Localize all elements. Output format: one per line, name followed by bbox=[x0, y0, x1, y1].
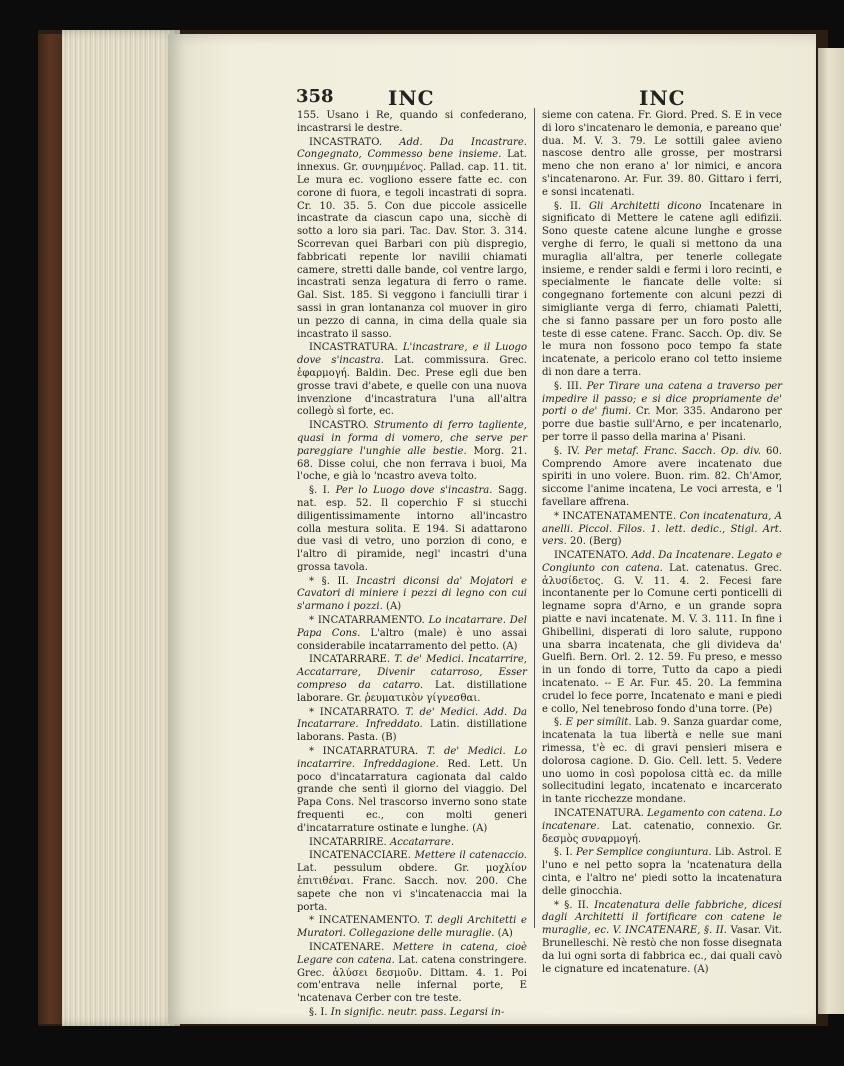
entry-definition: Lo incatarrare. Del Papa Cons. bbox=[297, 615, 528, 639]
entry-definition: Per lo Luogo dove s'incastra. bbox=[335, 485, 493, 497]
entry-text: 60. Comprendo Amore avere incatenato due spiriti in uno volere. Buon. rim. 82. Ch'Amor, siccome l'anime incatena, Le voci arresta, e 'l favellare affrena. bbox=[542, 445, 782, 508]
entry-text: (A) bbox=[386, 601, 402, 613]
dictionary-entry bbox=[297, 915, 527, 941]
entry-definition: T. de' Medici. Incatarrire, Accatarrare, Divenir catarroso, Esser compreso da catarro. bbox=[297, 654, 527, 692]
entry-text: sieme con catena. Fr. Giord. Pred. S. E in vece di loro s'incatenaro le demonia, e pareano que' dua. M. V. 3. 79. Le sottili galee avieno nascose dentro alle grosse, per mostrarsi meno che non erano a' lor nimici, e ancora s'incatenarono. Ar. Fur. 39. 80. Gittaro i ferri, e sonsi incatenati. bbox=[542, 110, 782, 198]
dictionary-entry bbox=[542, 381, 782, 445]
entry-headword: * INCATENAMENTO. bbox=[309, 915, 420, 927]
entry-headword: INCASTRATURA. bbox=[309, 342, 398, 354]
entry-headword: INCATARRARE. bbox=[309, 654, 391, 666]
entry-text: Lib. Astrol. E l'uno e nel petto sopra la 'ncatenatura della cinta, e l'altro ne' piedi sotto la incatenatura delle ginocchia. bbox=[542, 847, 782, 897]
page-number: 358 bbox=[296, 86, 334, 107]
entry-headword: * INCATARRATURA. bbox=[309, 746, 419, 758]
entry-definition: T. de' Medici. Lo incatarrire. Infreddagione. bbox=[297, 746, 527, 770]
entry-headword: §. II. bbox=[554, 200, 582, 212]
dictionary-entry bbox=[297, 707, 527, 745]
entry-text: Lat. catena constringere. Grec. ἁλύσει δεσμοῦν. Dittam. 4. 1. Poi com'entrava nelle infernal porte, E 'ncatenava Cerber con tre teste. bbox=[297, 954, 527, 1005]
dictionary-entry bbox=[542, 201, 782, 380]
entry-definition: T. de' Medici. Add. Da Incatarrare. Infreddato. bbox=[297, 706, 527, 731]
entry-definition: Add. Da Incatenare. Legato e Congiunto con catena. bbox=[542, 550, 782, 574]
entry-text: Lat. pessulum obdere. Gr. μοχλίον ἐπιτιθέναι. Franc. Sacch. nov. 200. Che sapete che non vi s'incatenaccia mai la porta. bbox=[297, 863, 527, 913]
entry-headword: INCASTRATO. bbox=[309, 136, 383, 148]
dictionary-entry bbox=[297, 942, 527, 1006]
entry-definition: Mettere in catena, cioè Legare con catena. bbox=[297, 942, 527, 966]
entry-definition: Per Semplice congiuntura. bbox=[575, 847, 712, 859]
entry-definition: Add. Da Incastrare. Congegnato, Commesso bene insieme. bbox=[297, 136, 527, 161]
dictionary-entry bbox=[297, 654, 527, 705]
entry-text: L'altro (male) è uno assai considerabile incatarramento del petto. (A) bbox=[297, 627, 527, 652]
right-column bbox=[542, 110, 782, 977]
entry-headword: §. I. bbox=[309, 1006, 328, 1018]
entry-text: Lab. 9. Sanza guardar come, incatenata la tua libertà e nelle sue mani rimessa, t'è ec. di gravi pensieri misera e dolorosa cagione. D. Gio. Cell. lett. 5. Vedere uno uomo in così popolosa città ec. da mille sollecitudini legato, incatenato e incarcerato in tante ricchezze mondane. bbox=[542, 717, 782, 806]
entry-definition: Per metaf. Franc. Sacch. Op. div. bbox=[584, 445, 761, 457]
entry-headword: §. I. bbox=[554, 847, 573, 859]
entry-definition: Con incatenatura, A anelli. Piccol. Filos. 1. lett. dedic., Stigl. Art. vers. bbox=[542, 510, 782, 548]
entry-text: 155. Usano i Re, quando si confederano, incastrarsi le destre. bbox=[297, 110, 527, 134]
entry-definition: E per simílit. bbox=[565, 717, 632, 729]
entry-headword: * INCATARRAMENTO. bbox=[309, 615, 425, 627]
running-head-left: INC bbox=[388, 86, 435, 110]
entry-definition: Per Tirare una catena a traverso per impedire il passo; e si dice propriamente de' porti o de' fiumi. bbox=[542, 380, 783, 418]
dictionary-entry bbox=[542, 110, 782, 200]
column-divider bbox=[534, 108, 535, 928]
dictionary-entry bbox=[297, 110, 527, 136]
entry-text: Lat. catenatus. Grec. ἁλυσίδετος. G. V. 11. 4. 2. Fecesi fare incontanente per lo Comune certi ponticelli di legname sopra d'Arno, e un grande sopra piatte e navi incatenate. M. V. 3. 111. In fine i Ghibellini, disperati di loro salute, ruppono una sbarra incatenata, che gli divideva da' Guelfi. Bern. Orl. 2. 12. 59. Fu preso, e messo in un fondo di torre, Tutto da capo a piedi incatenato. -- E Ar. Fur. 45. 20. La femmina crudel lo fece porre, Incatenato e mani e piedi e collo, Nel tenebroso fondo d'una torre. (Pe) bbox=[542, 562, 783, 715]
entry-text: Red. Lett. Un poco d'incatarratura cagionata dal caldo grande che sentì il giorno del viaggio. Del Papa Cons. Nel trascorso inverno sono state frequenti ec., con molti generi d'incatarrature ostinate e lunghe. (A) bbox=[297, 758, 527, 834]
entry-headword: §. bbox=[554, 717, 563, 729]
facing-page-edge bbox=[818, 48, 844, 1014]
dictionary-entry bbox=[297, 1007, 527, 1020]
dictionary-entry bbox=[297, 850, 527, 914]
entry-definition: Strumento di ferro tagliente, quasi in forma di vomero, che serve per pareggiare l'unghie alle bestie. bbox=[297, 420, 527, 457]
dictionary-entry bbox=[297, 420, 527, 484]
entry-headword: §. I. bbox=[309, 485, 330, 497]
dictionary-entry bbox=[297, 137, 527, 342]
dictionary-entry bbox=[542, 847, 782, 898]
entry-headword: INCATENARE. bbox=[309, 942, 385, 953]
entry-definition: Accatarrare. bbox=[389, 836, 455, 848]
entry-text: Incatenare in significato di Mettere le catene agli edifizii. Sono queste catene alcune lunghe e grosse verghe di ferro, le quali si mettono da una muraglia all'altra, per tenerle collegate insieme, e render saldi e fermi i loro recinti, e specialmente le fiancate delle volte: si congegnano fortemente con alcuni pezzi di simigliante verga di ferro, chiamati Paletti, che si fanno passare per un foro posto alle teste di esse catene. Franc. Sacch. Op. div. Se le mura non fossono poco tempo fa state incatenate, a pericolo erano col tetto insieme di non dare a terra. bbox=[542, 200, 782, 378]
entry-text: Sagg. nat. esp. 52. Il coperchio F si stucchi diligentissimamente intorno all'incastro colla mestura solita. E 194. Si adattarono due vasi di vetro, uno porzion di cono, e l'altro di piramide, negl' incastri d'una grossa tavola. bbox=[297, 485, 528, 573]
dictionary-entry bbox=[542, 550, 782, 716]
dictionary-entry bbox=[542, 808, 782, 846]
entry-headword: * §. II. bbox=[554, 899, 589, 911]
entry-definition: Incastri diconsi da' Mojatori e Cavatori di miniere i pezzi di legno con cui s'armano i pozzi. bbox=[297, 575, 528, 613]
dictionary-entry bbox=[542, 511, 782, 549]
entry-headword: INCATENATO. bbox=[554, 550, 629, 562]
running-head-right: INC bbox=[639, 86, 686, 110]
entry-definition: Mettere il catenaccio. bbox=[414, 850, 527, 862]
entry-text: Lat. innexus. Gr. συνημμένος. Pallad. cap. 11. tit. Le mura ec. vogliono essere fatte ec. con corone di fuora, e tegoli incastrati di sopra. Cr. 10. 35. 5. Con due piccole assicelle incastrate da ciascun capo una, sicchè di sotto a loro sia pari. Tac. Dav. Stor. 3. 314. Scorrevan quei Barbari con più dispregio, fabbricati repente lor navilii chiamati camere, stretti dalle bande, col ventre largo, incastrati senza legatura di ferro o rame. Gal. Sist. 185. Si veggono i fanciulli tirar i sassi in gran lontananza col muover in giro un pezzo di canna, in cima della quale sia incastrato il sasso. bbox=[297, 149, 527, 340]
entry-definition: In signific. neutr. pass. Legarsi in- bbox=[330, 1006, 505, 1018]
entry-text: (A) bbox=[497, 928, 513, 940]
entry-definition: T. degli Architetti e Muratori. Collegazione delle muraglie. bbox=[297, 915, 527, 940]
entry-headword: INCATENACCIARE. bbox=[309, 850, 411, 862]
entry-headword: * INCATARRATO. bbox=[309, 706, 400, 718]
entry-headword: INCATARRIRE. bbox=[309, 836, 387, 848]
entry-text: Lat. commissura. Grec. ἐφαρμογή. Baldin. Dec. Prese egli due ben grosse travi d'abete, e quelle con una nuova invenzione d'incastratura l'una all'altra collegò sì forte, ec. bbox=[297, 355, 527, 418]
entry-definition: Gli Architetti dicono bbox=[588, 200, 702, 212]
dictionary-entry bbox=[297, 615, 527, 653]
dictionary-entry bbox=[297, 746, 527, 836]
entry-text: Cr. Mor. 335. Andarono per porre due bastie sull'Arno, e per incatenarlo, per torre il passo della marina a' Pisani. bbox=[542, 406, 782, 443]
dictionary-entry bbox=[297, 342, 527, 419]
dictionary-entry bbox=[297, 485, 527, 575]
entry-text: Morg. 21. 68. Disse colui, che non ferrava i buoi, Ma l'oche, e già lo 'ncastro aveva tolto. bbox=[297, 445, 528, 483]
left-column bbox=[297, 110, 527, 1021]
entry-headword: §. IV. bbox=[554, 445, 580, 457]
dictionary-entry bbox=[542, 717, 782, 807]
entry-headword: INCASTRO. bbox=[309, 420, 369, 432]
dictionary-entry bbox=[297, 837, 527, 850]
dictionary-entry bbox=[297, 576, 527, 614]
entry-headword: * §. II. bbox=[309, 575, 349, 587]
entry-definition: Incatenatura delle fabbriche, dicesi dagli Architetti il fortificare con catene le muraglie, ec. V. INCATENARE, §. II. bbox=[542, 899, 782, 937]
entry-text: Latin. distillatione laborans. Pasta. (B) bbox=[297, 719, 527, 744]
entry-text: Lat. catenatio, connexio. Gr. δεσμὸς συναρμογή. bbox=[542, 820, 782, 845]
entry-text: Lat. distillatione laborare. Gr. ῥευματικὸν γίγνεσθαι. bbox=[297, 680, 527, 704]
entry-text: Vasar. Vit. Brunelleschi. Nè restò che non fosse disegnata da lui ogni sorta di fabbrica ec., dai quali cavò le cignature ed incatenature. (A) bbox=[542, 925, 783, 975]
dictionary-entry bbox=[542, 446, 782, 510]
dictionary-entry bbox=[542, 900, 782, 977]
entry-headword: * INCATENATAMENTE. bbox=[554, 510, 677, 522]
entry-text: 20. (Berg) bbox=[569, 536, 622, 548]
entry-headword: §. III. bbox=[554, 380, 583, 392]
entry-definition: L'incastrare, e il Luogo dove s'incastra. bbox=[297, 342, 527, 367]
page-edges bbox=[62, 30, 180, 1026]
entry-definition: Legamento con catena. Lo incatenare. bbox=[542, 808, 782, 832]
entry-headword: INCATENATURA. bbox=[554, 808, 644, 820]
